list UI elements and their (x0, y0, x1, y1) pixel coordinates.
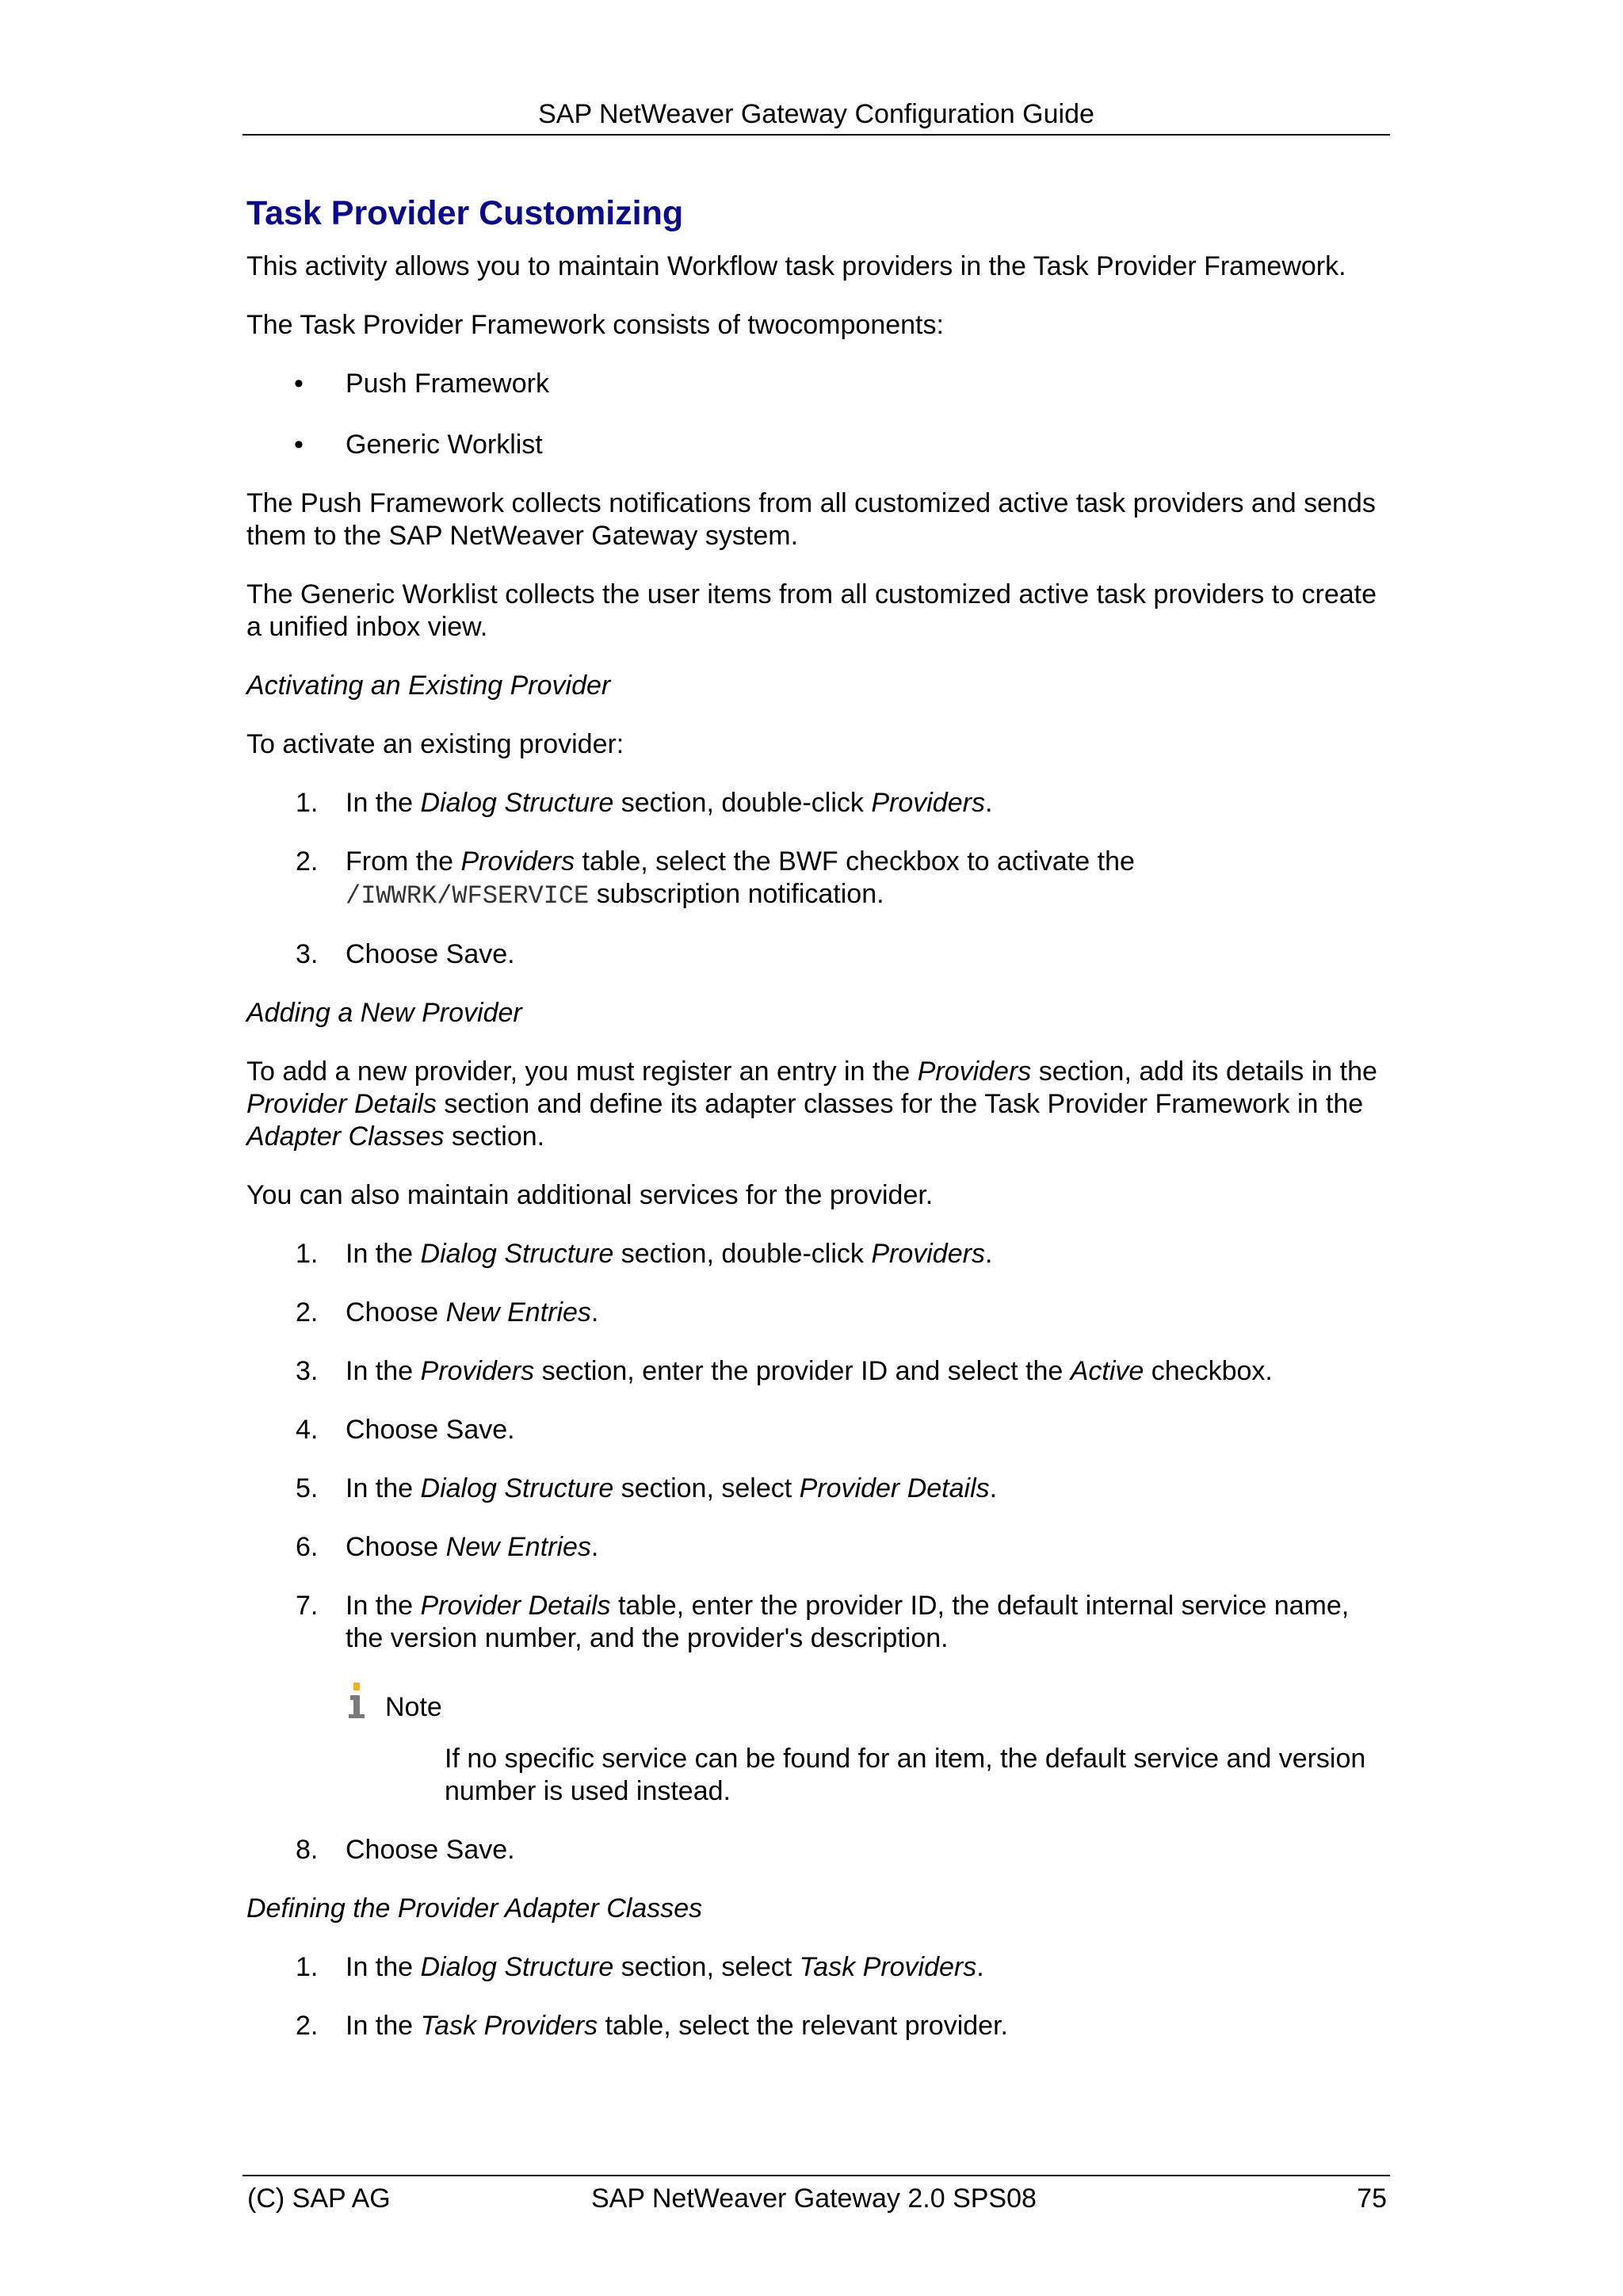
footer-product: SAP NetWeaver Gateway 2.0 SPS08 (591, 2183, 1037, 2214)
step-text: section, double-click (613, 1239, 872, 1269)
components-list (246, 368, 1388, 461)
info-icon-dot (353, 1683, 360, 1690)
step-text: . (590, 1532, 599, 1562)
step-text: Choose Save. (346, 1415, 515, 1445)
footer-copyright: (C) SAP AG (247, 2183, 391, 2214)
generic-worklist-paragraph: The Generic Worklist collects the user items from all customized active task providers to create a unified inbox view. (246, 579, 1377, 642)
step-emphasis: Task Providers (420, 2011, 598, 2041)
step-text: From the (346, 846, 461, 877)
step-number: 1. (296, 1239, 319, 1269)
note-label: Note (385, 1692, 442, 1722)
info-icon-stem (346, 1694, 368, 1719)
page-header (242, 94, 1390, 136)
step-text: Choose (346, 1297, 446, 1328)
activating-heading: Activating an Existing Provider (246, 670, 611, 701)
step-text: In the (346, 1239, 421, 1269)
step-text: section, enter the provider ID and select the (534, 1356, 1071, 1386)
step-text: . (984, 788, 993, 818)
list-item-label: Push Framework (346, 369, 549, 399)
step-emphasis: Dialog Structure (420, 1239, 614, 1269)
step-item (246, 1414, 1388, 1446)
step-text: In the (346, 1591, 421, 1621)
step-text: table, select the relevant provider. (598, 2011, 1008, 2041)
step-item (246, 938, 1388, 971)
step-text: . (590, 1297, 599, 1328)
adding-heading: Adding a New Provider (246, 998, 522, 1028)
step-item (246, 1238, 1388, 1270)
step-item (246, 1473, 1388, 1505)
section-heading: Task Provider Customizing (246, 194, 684, 232)
step-text: section, select (613, 1952, 800, 1982)
step-number: 8. (296, 1835, 319, 1865)
step-number: 3. (296, 1356, 319, 1386)
step-number: 2. (296, 2011, 319, 2041)
note-body: If no specific service can be found for an item, the default service and version number is used instead. (445, 1744, 1366, 1806)
list-item-label: Generic Worklist (346, 430, 543, 460)
step-emphasis: Dialog Structure (420, 788, 614, 818)
step-text: . (984, 1239, 993, 1269)
step-number: 5. (296, 1473, 319, 1503)
step-item (246, 1297, 1388, 1329)
step-number: 2. (296, 1297, 319, 1328)
activating-steps (246, 787, 1388, 971)
step-number: 3. (296, 939, 319, 969)
step-text: In the (346, 788, 421, 818)
document-title: SAP NetWeaver Gateway Configuration Guide (538, 99, 1094, 129)
step-item (246, 1951, 1388, 1984)
step-emphasis: Providers (460, 846, 575, 877)
step-text: . (976, 1952, 984, 1982)
bullet-icon: • (294, 369, 304, 399)
step-text: table, select the BWF checkbox to activate the (575, 846, 1135, 877)
step-emphasis: Dialog Structure (420, 1473, 614, 1503)
step-text: section, double-click (613, 788, 872, 818)
step-emphasis: Task Providers (799, 1952, 977, 1982)
step-emphasis: Providers (871, 1239, 985, 1269)
step-number: 1. (296, 788, 319, 818)
step-text: In the (346, 1952, 421, 1982)
page-number: 75 (1357, 2183, 1387, 2214)
step-number: 2. (296, 846, 319, 877)
page-footer (242, 2175, 1390, 2218)
step-emphasis: Dialog Structure (420, 1952, 614, 1982)
adding-steps (246, 1238, 1388, 1655)
bullet-icon: • (294, 430, 304, 460)
step-text: In the (346, 1473, 421, 1503)
page-content (246, 192, 1388, 2069)
step-emphasis: New Entries (445, 1532, 591, 1562)
step-emphasis: Providers (420, 1356, 535, 1386)
step-emphasis: Providers (871, 788, 985, 818)
step-number: 6. (296, 1532, 319, 1562)
step-text: table, enter the provider ID, the default internal service name, the version number, and the provider's description. (346, 1591, 1350, 1653)
text-run: section, add its details in the (1031, 1056, 1377, 1087)
step-item (246, 846, 1388, 912)
adding-paragraph-2: You can also maintain additional services for the provider. (246, 1180, 934, 1210)
list-item (246, 429, 1388, 461)
step-item (246, 2010, 1388, 2042)
step-text: Choose Save. (346, 1835, 515, 1865)
step-text: Choose Save. (346, 939, 515, 969)
text-run: To add a new provider, you must register an entry in the (246, 1056, 918, 1087)
step-text: subscription notification. (589, 879, 884, 909)
step-emphasis: New Entries (445, 1297, 591, 1328)
info-icon (346, 1683, 369, 1724)
defining-heading: Defining the Provider Adapter Classes (246, 1893, 703, 1924)
intro-paragraph-2: The Task Provider Framework consists of twocomponents: (246, 310, 944, 340)
adding-paragraph-1 (246, 1056, 1388, 1153)
step-text: section, select (613, 1473, 800, 1503)
defining-steps (246, 1951, 1388, 2042)
text-emphasis: Provider Details (246, 1089, 437, 1119)
push-framework-paragraph: The Push Framework collects notifications from all customized active task providers and sends them to the SAP NetWeaver Gateway system. (246, 488, 1376, 551)
step-text: In the (346, 1356, 421, 1386)
step-text: . (989, 1473, 998, 1503)
step-text: Choose (346, 1532, 446, 1562)
step-emphasis: Provider Details (799, 1473, 990, 1503)
note-header (346, 1681, 1388, 1724)
list-item (246, 368, 1388, 400)
step-item (246, 1531, 1388, 1564)
activating-intro: To activate an existing provider: (246, 729, 624, 759)
step-item (246, 1355, 1388, 1388)
note-box (346, 1681, 1388, 1808)
adding-steps-continued (246, 1834, 1388, 1866)
text-run: section and define its adapter classes for the Task Provider Framework in the (436, 1089, 1364, 1119)
text-emphasis: Adapter Classes (246, 1121, 445, 1152)
step-number: 7. (296, 1591, 319, 1621)
intro-paragraph-1: This activity allows you to maintain Workflow task providers in the Task Provider Framework. (246, 251, 1346, 281)
step-item (246, 1590, 1388, 1655)
text-run: section. (444, 1121, 545, 1152)
step-item (246, 787, 1388, 819)
text-emphasis: Providers (917, 1056, 1032, 1087)
step-number: 1. (296, 1952, 319, 1982)
code-literal: /IWWRK/WFSERVICE (346, 881, 590, 911)
step-text: checkbox. (1144, 1356, 1273, 1386)
step-emphasis: Active (1070, 1356, 1144, 1386)
step-emphasis: Provider Details (420, 1591, 611, 1621)
step-item (246, 1834, 1388, 1866)
step-text: In the (346, 2011, 421, 2041)
step-number: 4. (296, 1415, 319, 1445)
